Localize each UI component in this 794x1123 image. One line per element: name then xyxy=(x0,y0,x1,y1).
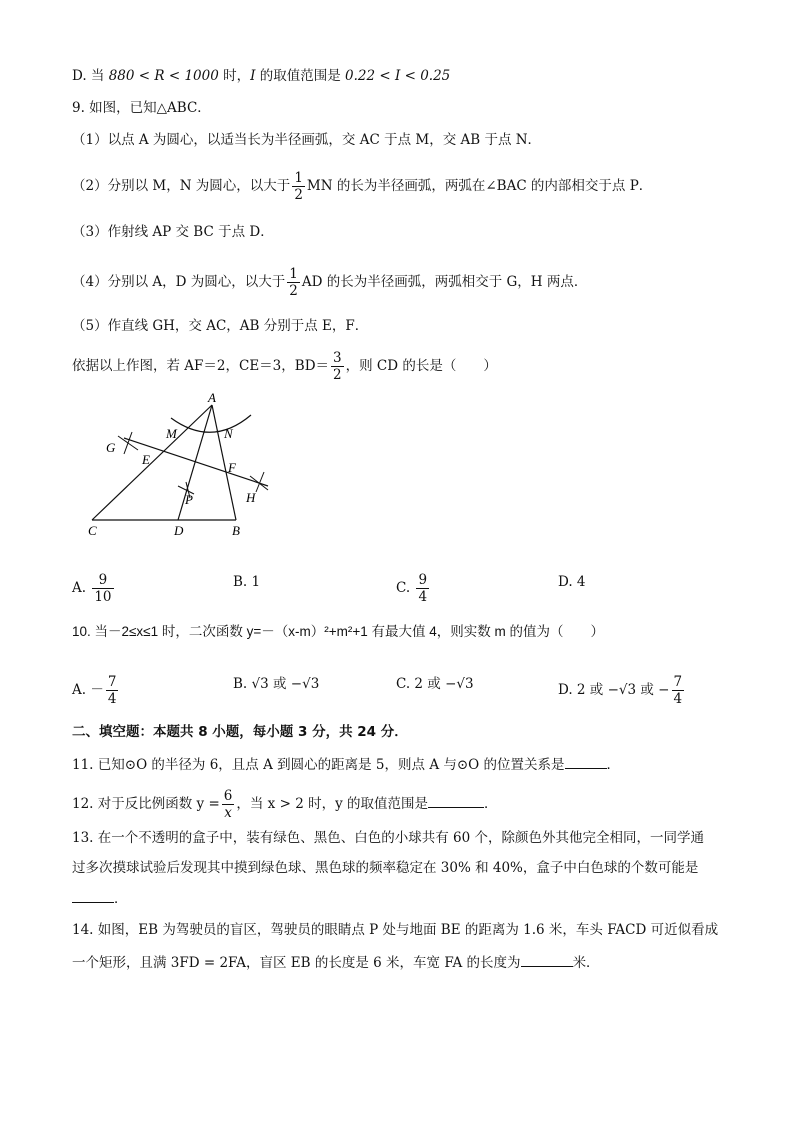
q13-line1: 13. 在一个不透明的盒子中，装有绿色、黑色、白色的小球共有 60 个，除颜色外其他完全相同，一同学通 xyxy=(72,830,705,846)
fraction-half: $\frac{1}{2}$ xyxy=(294,170,303,203)
label-a: A xyxy=(208,390,216,405)
q8-option-d: D. 当 880 < R < 1000 时，I 的取值范围是 0.22 < I < 0.25 xyxy=(72,68,451,84)
label-e: E xyxy=(142,452,150,467)
q9-option-c[interactable]: C. $\frac{9}{4}$ xyxy=(396,572,428,605)
label-c: C xyxy=(88,523,97,538)
q11: 11. 已知⊙O 的半径为 6，且点 A 到圆心的距离是 5，则点 A 与⊙O 的位置关系是 ． xyxy=(72,754,620,775)
fraction-half: $\frac{1}{2}$ xyxy=(289,266,298,299)
q9-condition: 依据以上作图，若 AF＝2，CE＝3，BD＝ $\frac{3}{2}$ ，则 CD 的长是（ ） xyxy=(72,350,497,383)
q10-option-b[interactable]: B. √3 或 −√3 xyxy=(233,676,320,692)
label-f: F xyxy=(228,460,236,475)
section-fill-in-heading: 二、填空题：本题共 8 小题，每小题 3 分，共 24 分． xyxy=(72,724,408,740)
q9-step2: （2）分别以 M，N 为圆心，以大于 $\frac{1}{2}$ MN 的长为半径画弧，两弧在∠BAC 的内部相交于点 P． xyxy=(72,170,653,203)
arc-g2 xyxy=(124,432,132,454)
label-m: M xyxy=(166,426,177,441)
fraction: $\frac{7}{4}$ xyxy=(673,674,683,707)
q10-option-d[interactable]: D. 2 或 −√3 或 − $\frac{7}{4}$ xyxy=(558,674,683,707)
q9-step5: （5）作直线 GH，交 AC，AB 分别于点 E，F． xyxy=(72,318,369,334)
arc-mn xyxy=(171,415,251,432)
label-n: N xyxy=(224,426,233,441)
q13-line2: 过多次摸球试验后发现其中摸到绿色球、黑色球的频率稳定在 30% 和 40%，盒子中白色球的个数可能是 xyxy=(72,860,699,876)
q9-option-d[interactable]: D. 4 xyxy=(558,574,586,590)
label-h: H xyxy=(246,490,256,505)
q9-step4: （4）分别以 A，D 为圆心，以大于 $\frac{1}{2}$ AD 的长为半径画弧，两弧相交于 G，H 两点． xyxy=(72,266,588,299)
label-g: G xyxy=(106,440,116,455)
q10-option-a[interactable]: A. － $\frac{7}{4}$ xyxy=(72,674,117,707)
q14-line1: 14. 如图，EB 为驾驶员的盲区，驾驶员的眼睛点 P 处与地面 BE 的距离为 1.6 米，车头 FACD 可近似看成 xyxy=(72,922,719,938)
q14-line2: 一个矩形，且满 3FD = 2FA，盲区 EB 的长度是 6 米，车宽 FA 的长度为 米． xyxy=(72,952,600,973)
fraction: $\frac{9}{4}$ xyxy=(418,572,428,605)
q9-title: 9. 如图，已知△ABC． xyxy=(72,100,211,116)
answer-blank[interactable] xyxy=(428,793,484,808)
arc-h1 xyxy=(250,476,268,490)
q12: 12. 对于反比例函数 y = $\frac{6}{x}$ ，当 x > 2 时，y 的取值范围是 ． xyxy=(72,788,498,821)
label-b: B xyxy=(232,523,240,538)
side-ac xyxy=(92,405,212,520)
label-p: P xyxy=(185,492,193,507)
answer-blank[interactable] xyxy=(521,952,573,967)
answer-blank[interactable] xyxy=(565,754,607,769)
q10-stem: 10. 当－2≤x≤1 时，二次函数 y=－（x-m）²+m²+1 有最大值 4，则实数 m 的值为（ ） xyxy=(72,624,604,639)
q9-step1: （1）以点 A 为圆心，以适当长为半径画弧，交 AC 于点 M，交 AB 于点 N． xyxy=(72,132,542,148)
fraction-three-halves: $\frac{3}{2}$ xyxy=(333,350,342,383)
ray-ap xyxy=(178,405,212,520)
fraction: $\frac{7}{4}$ xyxy=(107,674,117,707)
label-d: D xyxy=(174,523,184,538)
q9-option-b[interactable]: B. 1 xyxy=(233,574,261,590)
q9-step3: （3）作射线 AP 交 BC 于点 D． xyxy=(72,224,274,240)
fraction: $\frac{6}{x}$ xyxy=(223,788,233,821)
answer-blank[interactable] xyxy=(72,888,114,903)
q9-triangle-figure xyxy=(86,390,286,540)
q9-option-a[interactable]: A. $\frac{9}{10}$ xyxy=(72,572,112,605)
q10-option-c[interactable]: C. 2 或 −√3 xyxy=(396,676,474,692)
q13-line3: ． xyxy=(72,888,128,909)
fraction: $\frac{9}{10}$ xyxy=(94,572,112,605)
